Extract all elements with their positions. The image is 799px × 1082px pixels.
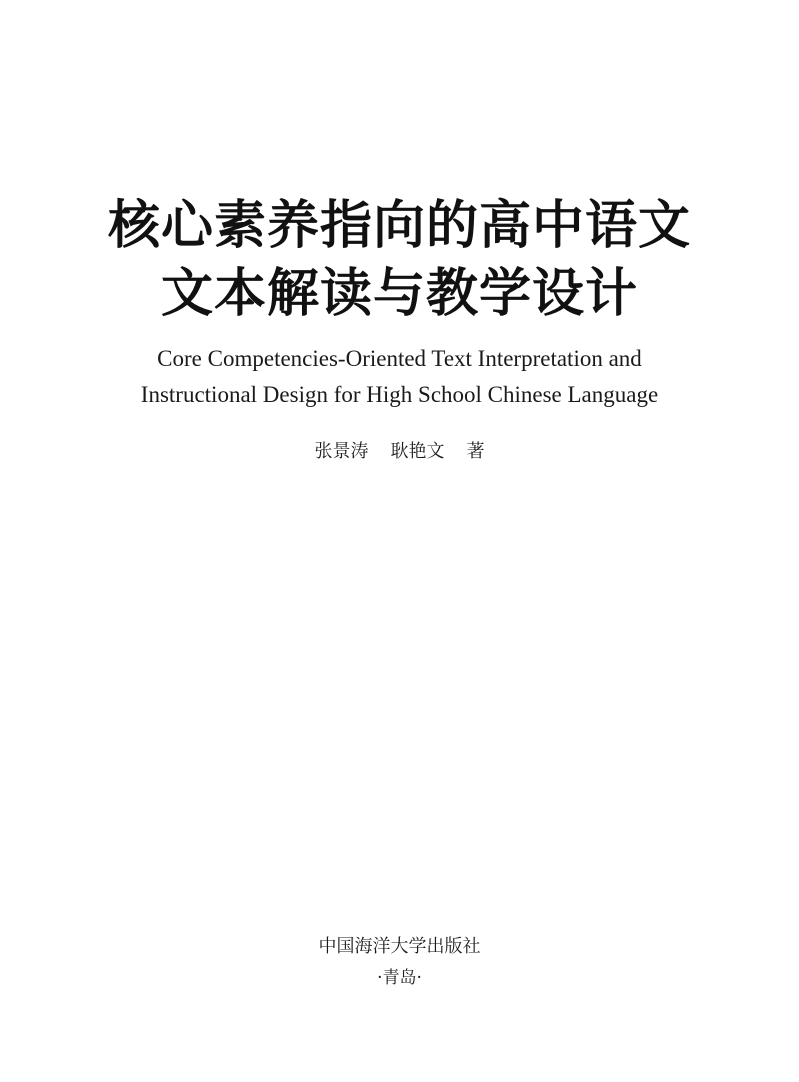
author-name-1: 张景涛: [314, 441, 369, 462]
author-role: 著: [466, 441, 485, 462]
chinese-title-line-2: 文本解读与教学设计: [160, 263, 638, 324]
authors-line: [0, 443, 799, 461]
author-name-2: 耿艳文: [390, 441, 445, 462]
english-title-line-1: Core Competencies-Oriented Text Interpretation and: [157, 346, 642, 371]
english-title-line-2: Instructional Design for High School Chinese Language: [140, 382, 659, 407]
chinese-title-line-1: 核心素养指向的高中语文: [107, 195, 691, 256]
publisher-name: 中国海洋大学出版社: [318, 936, 481, 957]
publisher-city: ·青岛·: [377, 968, 422, 988]
